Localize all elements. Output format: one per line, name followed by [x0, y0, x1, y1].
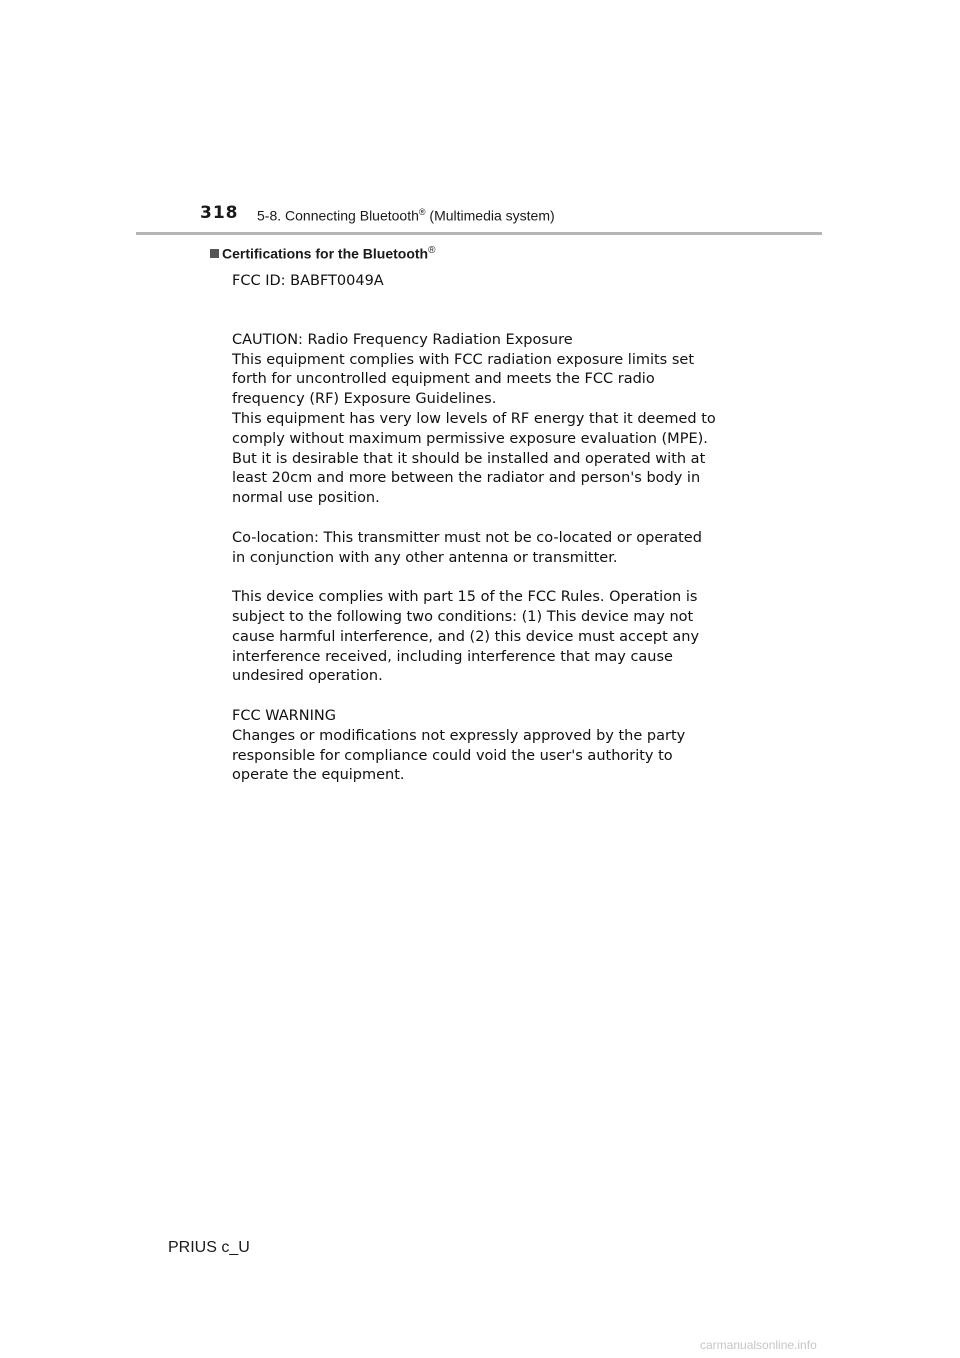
caution-line: But it is desirable that it should be installed and operated with at	[232, 450, 706, 467]
square-bullet-icon	[210, 249, 219, 258]
caution-line: normal use position.	[232, 490, 380, 507]
colocation-line: Co-location: This transmitter must not be co-located or operated	[232, 529, 702, 546]
certification-block	[232, 272, 772, 786]
footer-model: PRIUS c_U	[168, 1239, 250, 1256]
header-title-suffix: (Multimedia system)	[425, 207, 555, 224]
section-title	[210, 245, 436, 262]
watermark: carmanualsonline.info	[700, 1338, 817, 1352]
part15-line: interference received, including interference that may cause	[232, 648, 673, 665]
colocation-line: in conjunction with any other antenna or transmitter.	[232, 549, 618, 566]
registered-mark: ®	[418, 207, 426, 217]
fcc-id: FCC ID: BABFT0049A	[232, 273, 384, 289]
section-title-text: Certifications for the Bluetooth	[222, 245, 429, 262]
part15-line: undesired operation.	[232, 668, 383, 685]
warning-line: FCC WARNING	[232, 707, 336, 724]
section-registered-mark: ®	[428, 245, 436, 256]
header-title-text: 5-8. Connecting Bluetooth	[257, 207, 419, 224]
caution-line: least 20cm and more between the radiator and person's body in	[232, 470, 701, 487]
caution-line: This equipment complies with FCC radiation exposure limits set	[232, 351, 695, 368]
spacer	[232, 292, 772, 331]
header-rule	[136, 232, 822, 235]
warning-line: responsible for compliance could void the user's authority to	[232, 747, 673, 764]
page-number: 318	[200, 203, 239, 223]
caution-line: comply without maximum permissive exposure evaluation (MPE).	[232, 430, 708, 447]
part15-line: subject to the following two conditions: (1) This device may not	[232, 608, 694, 625]
spacer	[232, 509, 772, 529]
part15-line: This device complies with part 15 of the FCC Rules. Operation is	[232, 589, 698, 606]
caution-line: frequency (RF) Exposure Guidelines.	[232, 391, 497, 408]
part15-line: cause harmful interference, and (2) this device must accept any	[232, 628, 700, 645]
caution-line: CAUTION: Radio Frequency Radiation Exposure	[232, 331, 573, 348]
warning-line: Changes or modifications not expressly approved by the party	[232, 727, 686, 744]
warning-line: operate the equipment.	[232, 767, 405, 784]
spacer	[232, 568, 772, 588]
header-title	[257, 207, 555, 224]
caution-line: forth for uncontrolled equipment and meets the FCC radio	[232, 371, 655, 388]
spacer	[232, 687, 772, 707]
caution-line: This equipment has very low levels of RF energy that it deemed to	[232, 410, 716, 427]
